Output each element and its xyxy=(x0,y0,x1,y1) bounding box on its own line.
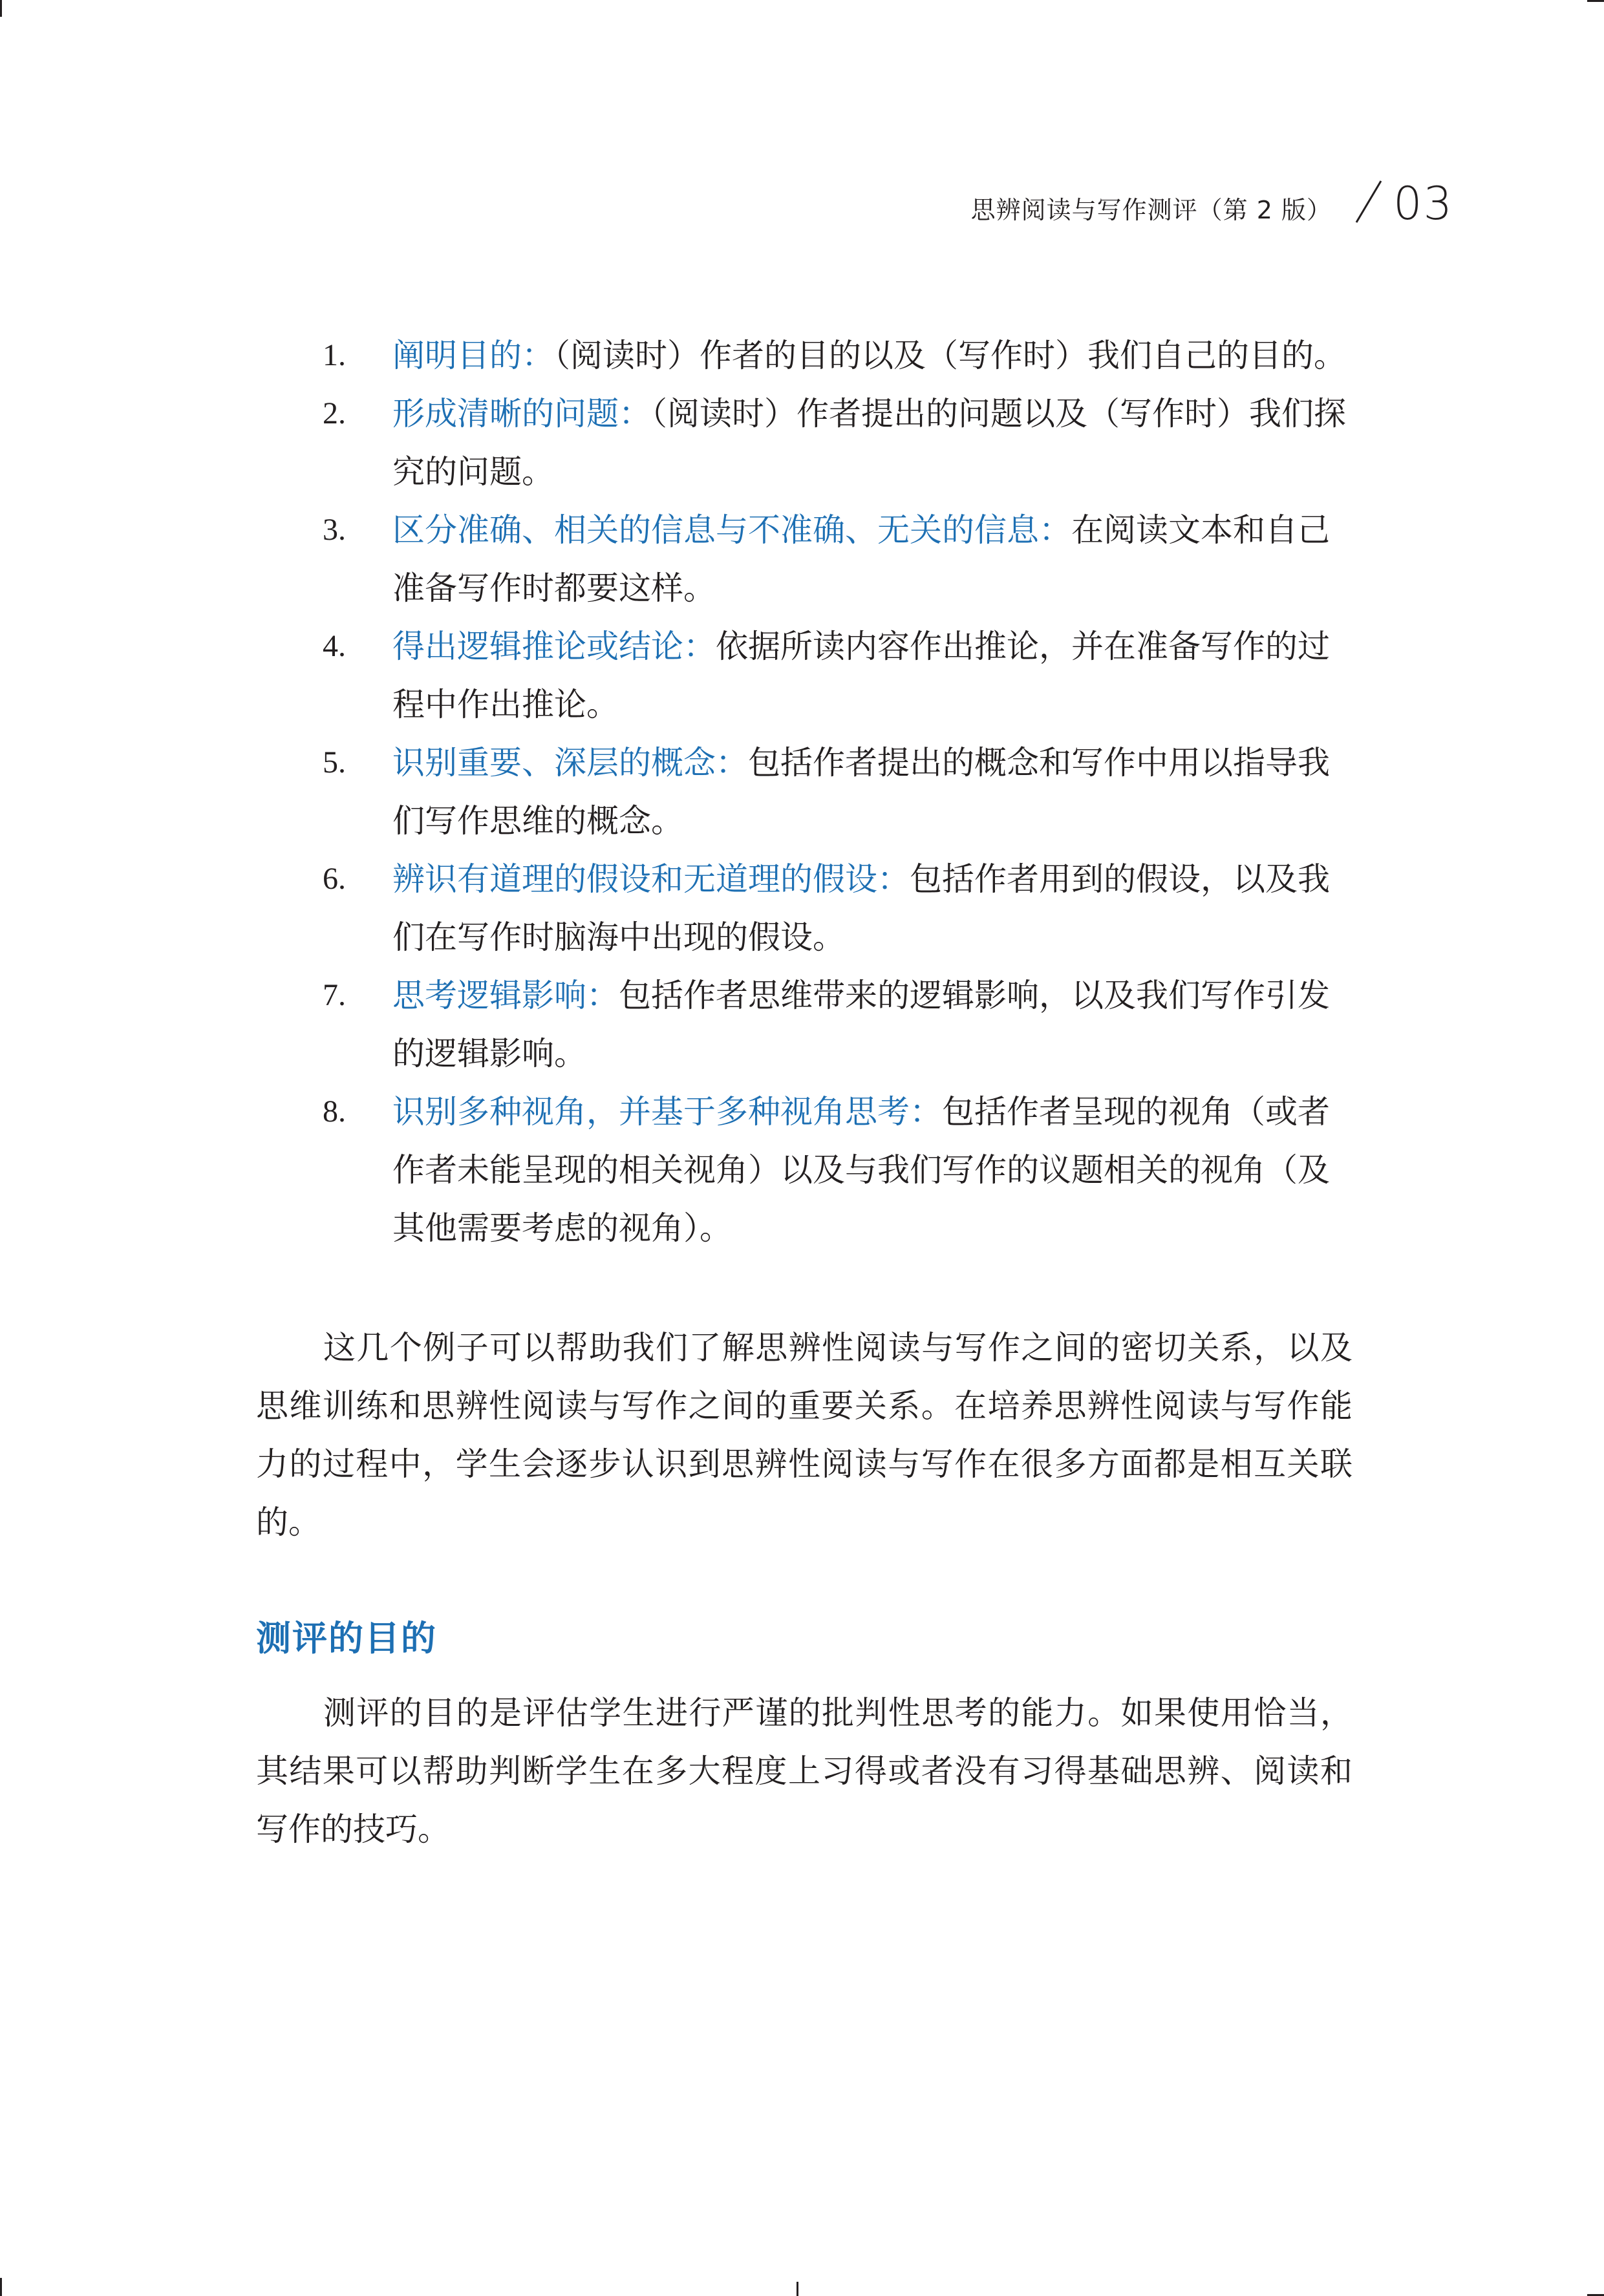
body-paragraph: 这几个例子可以帮助我们了解思辨性阅读与写作之间的密切关系，以及思维训练和思辨性阅读与写作之间的重要关系。在培养思辨性阅读与写作能力的过程中，学生会逐步认识到思辨性阅读与写作在很多方面都是相互关联的。 xyxy=(256,1329,1353,1541)
list-item-number: 2. xyxy=(323,396,346,430)
crop-mark-top-right-horizontal xyxy=(1587,0,1604,2)
list-item-number: 6. xyxy=(323,862,346,896)
bottom-center-mark xyxy=(797,2282,798,2296)
numbered-list xyxy=(0,326,1604,1257)
list-item-number: 5. xyxy=(323,745,346,780)
list-item-lead: 阐明目的： xyxy=(392,337,554,374)
list-item-text: （阅读时）作者的目的以及（写作时）我们自己的目的。 xyxy=(554,337,1346,374)
list-item-number: 3. xyxy=(323,513,346,547)
list-item-text: 包括作者思维带来的逻辑影响，以及我们写作引发的逻辑影响。 xyxy=(392,977,1330,1072)
book-title: 思辨阅读与写作测评（第 2 版） xyxy=(970,196,1332,224)
list-item-number: 1. xyxy=(323,338,346,372)
list-item xyxy=(323,617,1353,734)
list-item-text: 包括作者用到的假设，以及我们在写作时脑海中出现的假设。 xyxy=(392,860,1330,956)
list-item-lead: 区分准确、相关的信息与不准确、无关的信息： xyxy=(392,511,1071,549)
header-slash-divider xyxy=(1353,178,1385,225)
list-item-lead: 得出逻辑推论或结论： xyxy=(392,628,716,665)
list-item xyxy=(323,850,1353,966)
list-item-number: 8. xyxy=(323,1094,346,1129)
list-item xyxy=(323,1083,1353,1257)
list-item-text: 依据所读内容作出推论，并在准备写作的过程中作出推论。 xyxy=(392,628,1330,723)
list-item xyxy=(323,966,1353,1083)
list-item-number: 4. xyxy=(323,629,346,663)
list-item-lead: 识别多种视角，并基于多种视角思考： xyxy=(392,1093,942,1131)
list-item xyxy=(323,385,1353,501)
list-item-lead: 思考逻辑影响： xyxy=(392,977,619,1014)
list-item-text: 包括作者呈现的视角（或者作者未能呈现的相关视角）以及与我们写作的议题相关的视角（及其他需要考虑的视角）。 xyxy=(392,1093,1330,1247)
crop-mark-top-left-vertical xyxy=(0,0,2,17)
list-item-text: 在阅读文本和自己准备写作时都要这样。 xyxy=(392,511,1330,607)
section-paragraph: 测评的目的是评估学生进行严谨的批判性思考的能力。如果使用恰当，其结果可以帮助判断学生在多大程度上习得或者没有习得基础思辨、阅读和写作的技巧。 xyxy=(256,1694,1353,1848)
list-item xyxy=(323,326,1353,385)
list-item xyxy=(323,501,1353,617)
page-number: 03 xyxy=(1393,177,1454,230)
list-item-lead: 识别重要、深层的概念： xyxy=(392,744,748,781)
list-item-lead: 形成清晰的问题： xyxy=(392,395,651,432)
list-item-text: （阅读时）作者提出的问题以及（写作时）我们探究的问题。 xyxy=(392,395,1346,491)
crop-mark-bottom-left-vertical xyxy=(0,2278,2,2296)
list-item-text: 包括作者提出的概念和写作中用以指导我们写作思维的概念。 xyxy=(392,744,1330,840)
list-item xyxy=(323,734,1353,850)
list-item-lead: 辨识有道理的假设和无道理的假设： xyxy=(392,860,910,898)
section-heading: 测评的目的 xyxy=(256,1618,437,1659)
running-header xyxy=(931,176,1454,240)
list-item-number: 7. xyxy=(323,978,346,1012)
